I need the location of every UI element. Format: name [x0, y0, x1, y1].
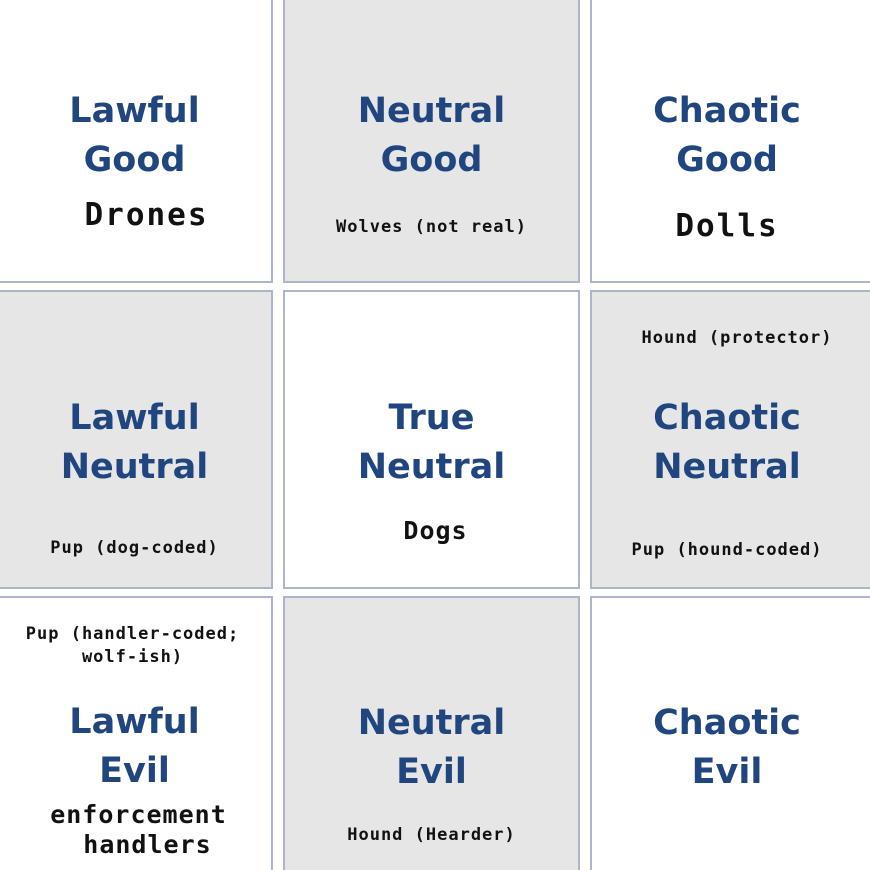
note-top-line-1: Pup (handler-coded;	[25, 624, 240, 644]
title-line-1: Neutral	[357, 703, 506, 743]
title-line-2: Evil	[691, 752, 763, 792]
cell-title	[0, 87, 271, 185]
cell-note: Pup (hound-coded)	[631, 540, 823, 560]
title-line-2: Evil	[99, 751, 170, 791]
cell-note	[2, 800, 275, 860]
title-line-1: Lawful	[69, 398, 200, 438]
cell-note-top: Hound (protector)	[641, 328, 833, 348]
cell-title	[285, 394, 578, 492]
cell-note: Dolls	[675, 208, 779, 244]
cell-note: Wolves (not real)	[336, 217, 527, 237]
cell-chaotic-neutral	[590, 290, 870, 589]
title-line-1: True	[388, 398, 475, 438]
cell-lawful-neutral	[0, 290, 273, 589]
cell-note: Dogs	[403, 516, 468, 545]
cell-chaotic-evil	[590, 596, 870, 870]
cell-title	[0, 394, 271, 492]
cell-lawful-evil	[0, 596, 273, 870]
cell-title	[285, 699, 578, 797]
cell-note: Drones	[84, 197, 209, 233]
cell-lawful-good	[0, 0, 273, 283]
title-line-1: Lawful	[69, 702, 200, 742]
cell-true-neutral	[283, 290, 580, 589]
title-line-2: Evil	[396, 752, 467, 792]
title-line-2: Good	[676, 140, 778, 180]
note-line-2: handlers	[83, 830, 212, 859]
title-line-1: Neutral	[357, 91, 506, 131]
title-line-2: Neutral	[653, 447, 801, 487]
cell-title	[584, 699, 870, 797]
cell-chaotic-good	[590, 0, 870, 283]
title-line-2: Neutral	[60, 447, 209, 487]
cell-title	[584, 394, 870, 492]
cell-title	[584, 87, 870, 185]
title-line-2: Neutral	[357, 447, 506, 487]
cell-title	[0, 698, 271, 796]
cell-title	[285, 87, 578, 185]
cell-neutral-evil	[283, 596, 580, 870]
note-line-1: enforcement	[50, 800, 227, 829]
note-top-line-2: wolf-ish)	[81, 647, 184, 667]
cell-neutral-good	[283, 0, 580, 283]
title-line-2: Good	[380, 140, 483, 180]
title-line-1: Chaotic	[653, 703, 801, 743]
title-line-1: Chaotic	[653, 91, 801, 131]
title-line-1: Chaotic	[653, 398, 801, 438]
title-line-1: Lawful	[69, 91, 200, 131]
title-line-2: Good	[83, 140, 186, 180]
cell-note: Pup (dog-coded)	[50, 538, 219, 558]
cell-note-top	[0, 623, 269, 669]
cell-note: Hound (Hearder)	[347, 825, 516, 845]
